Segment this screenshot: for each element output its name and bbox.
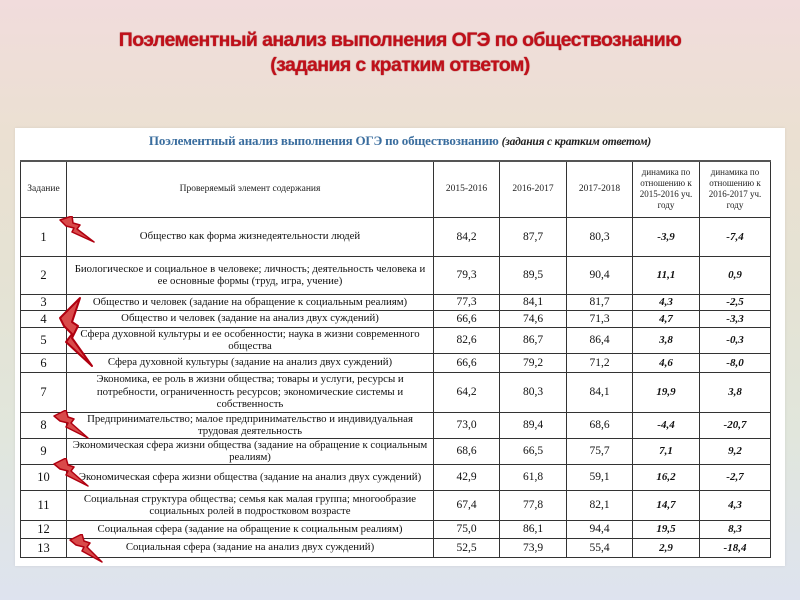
score-2017-2018: 71,3 xyxy=(567,310,633,327)
dynamics-vs-2015: 14,7 xyxy=(633,490,700,520)
score-2015-2016: 79,3 xyxy=(434,256,500,294)
dynamics-vs-2015: 2,9 xyxy=(633,538,700,557)
score-2016-2017: 86,1 xyxy=(500,520,567,538)
score-2016-2017: 74,6 xyxy=(500,310,567,327)
table-row xyxy=(21,438,771,464)
task-number: 2 xyxy=(21,256,67,294)
score-2015-2016: 66,6 xyxy=(434,353,500,372)
score-2017-2018: 82,1 xyxy=(567,490,633,520)
score-2017-2018: 90,4 xyxy=(567,256,633,294)
element-description: Социальная сфера (задание на анализ двух суждений) xyxy=(67,538,434,557)
header-element: Проверяемый элемент содержания xyxy=(67,161,434,217)
table-row xyxy=(21,538,771,557)
score-2017-2018: 71,2 xyxy=(567,353,633,372)
element-description: Предпринимательство; малое предпринимательство и индивидуальная трудовая деятельность xyxy=(67,412,434,438)
table-row xyxy=(21,217,771,256)
task-number: 11 xyxy=(21,490,67,520)
score-2015-2016: 66,6 xyxy=(434,310,500,327)
score-2017-2018: 94,4 xyxy=(567,520,633,538)
element-description: Сфера духовной культуры и ее особенности; наука в жизни современного общества xyxy=(67,327,434,353)
score-2017-2018: 59,1 xyxy=(567,464,633,490)
dynamics-vs-2016: -8,0 xyxy=(700,353,771,372)
dynamics-vs-2015: 16,2 xyxy=(633,464,700,490)
dynamics-vs-2016: 8,3 xyxy=(700,520,771,538)
table-header-row xyxy=(21,161,771,217)
score-2017-2018: 86,4 xyxy=(567,327,633,353)
score-2016-2017: 73,9 xyxy=(500,538,567,557)
score-2016-2017: 66,5 xyxy=(500,438,567,464)
score-2016-2017: 84,1 xyxy=(500,294,567,310)
lightning-bolt-icon xyxy=(68,534,104,564)
score-2015-2016: 75,0 xyxy=(434,520,500,538)
dynamics-vs-2015: -4,4 xyxy=(633,412,700,438)
dynamics-vs-2015: 4,6 xyxy=(633,353,700,372)
lightning-bolt-icon xyxy=(58,296,94,370)
dynamics-vs-2015: 19,5 xyxy=(633,520,700,538)
score-2015-2016: 77,3 xyxy=(434,294,500,310)
table-caption-main: Поэлементный анализ выполнения ОГЭ по обществознанию xyxy=(148,133,499,148)
element-description: Социальная сфера (задание на обращение к социальным реалиям) xyxy=(67,520,434,538)
task-number: 6 xyxy=(21,353,67,372)
table-panel xyxy=(15,128,785,566)
dynamics-vs-2016: -3,3 xyxy=(700,310,771,327)
score-2015-2016: 52,5 xyxy=(434,538,500,557)
score-2016-2017: 87,7 xyxy=(500,217,567,256)
element-description: Общество как форма жизнедеятельности людей xyxy=(67,217,434,256)
header-dynamics-vs-2015: динамика по отношению к 2015-2016 уч. году xyxy=(633,161,700,217)
table-row xyxy=(21,327,771,353)
score-2017-2018: 80,3 xyxy=(567,217,633,256)
task-number: 1 xyxy=(21,217,67,256)
dynamics-vs-2015: 3,8 xyxy=(633,327,700,353)
dynamics-vs-2015: 7,1 xyxy=(633,438,700,464)
slide-title xyxy=(0,28,800,78)
lightning-bolt-icon xyxy=(52,458,90,488)
dynamics-vs-2016: -2,7 xyxy=(700,464,771,490)
element-description: Социальная структура общества; семья как малая группа; многообразие социальных ролей в подростковом возрасте xyxy=(67,490,434,520)
lightning-bolt-icon xyxy=(58,216,96,244)
score-2016-2017: 89,4 xyxy=(500,412,567,438)
dynamics-vs-2016: -20,7 xyxy=(700,412,771,438)
score-2017-2018: 55,4 xyxy=(567,538,633,557)
table-caption-italic: (задания с кратким ответом) xyxy=(501,136,652,148)
results-table xyxy=(20,160,771,558)
score-2016-2017: 80,3 xyxy=(500,372,567,412)
element-description: Экономика, ее роль в жизни общества; товары и услуги, ресурсы и потребности, ограниченность ресурсов; экономические системы и собственность xyxy=(67,372,434,412)
dynamics-vs-2016: 0,9 xyxy=(700,256,771,294)
score-2015-2016: 68,6 xyxy=(434,438,500,464)
dynamics-vs-2016: 9,2 xyxy=(700,438,771,464)
header-dynamics-vs-2016: динамика по отношению к 2016-2017 уч. году xyxy=(700,161,771,217)
score-2016-2017: 77,8 xyxy=(500,490,567,520)
score-2017-2018: 81,7 xyxy=(567,294,633,310)
element-description: Экономическая сфера жизни общества (задание на обращение к социальным реалиям) xyxy=(67,438,434,464)
table-row xyxy=(21,372,771,412)
dynamics-vs-2015: -3,9 xyxy=(633,217,700,256)
task-number: 4 xyxy=(21,310,67,327)
score-2015-2016: 82,6 xyxy=(434,327,500,353)
task-number: 9 xyxy=(21,438,67,464)
table-row xyxy=(21,294,771,310)
table-row xyxy=(21,353,771,372)
element-description: Биологическое и социальное в человеке; личность; деятельность человека и ее основные формы (труд, игра, учение) xyxy=(67,256,434,294)
task-number: 10 xyxy=(21,464,67,490)
table-row xyxy=(21,256,771,294)
element-description: Общество и человек (задание на обращение к социальным реалиям) xyxy=(67,294,434,310)
task-number: 5 xyxy=(21,327,67,353)
dynamics-vs-2016: -2,5 xyxy=(700,294,771,310)
task-number: 8 xyxy=(21,412,67,438)
table-row xyxy=(21,490,771,520)
dynamics-vs-2016: -7,4 xyxy=(700,217,771,256)
header-task: Задание xyxy=(21,161,67,217)
dynamics-vs-2015: 4,3 xyxy=(633,294,700,310)
slide-title-line-1: Поэлементный анализ выполнения ОГЭ по обществознанию xyxy=(118,29,682,51)
score-2015-2016: 64,2 xyxy=(434,372,500,412)
score-2015-2016: 84,2 xyxy=(434,217,500,256)
score-2016-2017: 89,5 xyxy=(500,256,567,294)
lightning-bolt-icon xyxy=(52,410,90,440)
score-2016-2017: 79,2 xyxy=(500,353,567,372)
task-number: 3 xyxy=(21,294,67,310)
table-caption xyxy=(15,133,785,149)
table-row xyxy=(21,310,771,327)
dynamics-vs-2016: 3,8 xyxy=(700,372,771,412)
table-row xyxy=(21,464,771,490)
task-number: 7 xyxy=(21,372,67,412)
task-number: 13 xyxy=(21,538,67,557)
score-2017-2018: 84,1 xyxy=(567,372,633,412)
table-row xyxy=(21,412,771,438)
dynamics-vs-2015: 19,9 xyxy=(633,372,700,412)
dynamics-vs-2016: 4,3 xyxy=(700,490,771,520)
dynamics-vs-2015: 4,7 xyxy=(633,310,700,327)
header-2017-2018: 2017-2018 xyxy=(567,161,633,217)
element-description: Общество и человек (задание на анализ двух суждений) xyxy=(67,310,434,327)
task-number: 12 xyxy=(21,520,67,538)
dynamics-vs-2016: -0,3 xyxy=(700,327,771,353)
score-2015-2016: 73,0 xyxy=(434,412,500,438)
score-2017-2018: 75,7 xyxy=(567,438,633,464)
dynamics-vs-2015: 11,1 xyxy=(633,256,700,294)
table-row xyxy=(21,520,771,538)
element-description: Сфера духовной культуры (задание на анализ двух суждений) xyxy=(67,353,434,372)
score-2017-2018: 68,6 xyxy=(567,412,633,438)
score-2015-2016: 42,9 xyxy=(434,464,500,490)
element-description: Экономическая сфера жизни общества (задание на анализ двух суждений) xyxy=(67,464,434,490)
score-2016-2017: 86,7 xyxy=(500,327,567,353)
slide-title-line-2: (задания с кратким ответом) xyxy=(270,54,530,76)
header-2015-2016: 2015-2016 xyxy=(434,161,500,217)
score-2015-2016: 67,4 xyxy=(434,490,500,520)
dynamics-vs-2016: -18,4 xyxy=(700,538,771,557)
header-2016-2017: 2016-2017 xyxy=(500,161,567,217)
score-2016-2017: 61,8 xyxy=(500,464,567,490)
